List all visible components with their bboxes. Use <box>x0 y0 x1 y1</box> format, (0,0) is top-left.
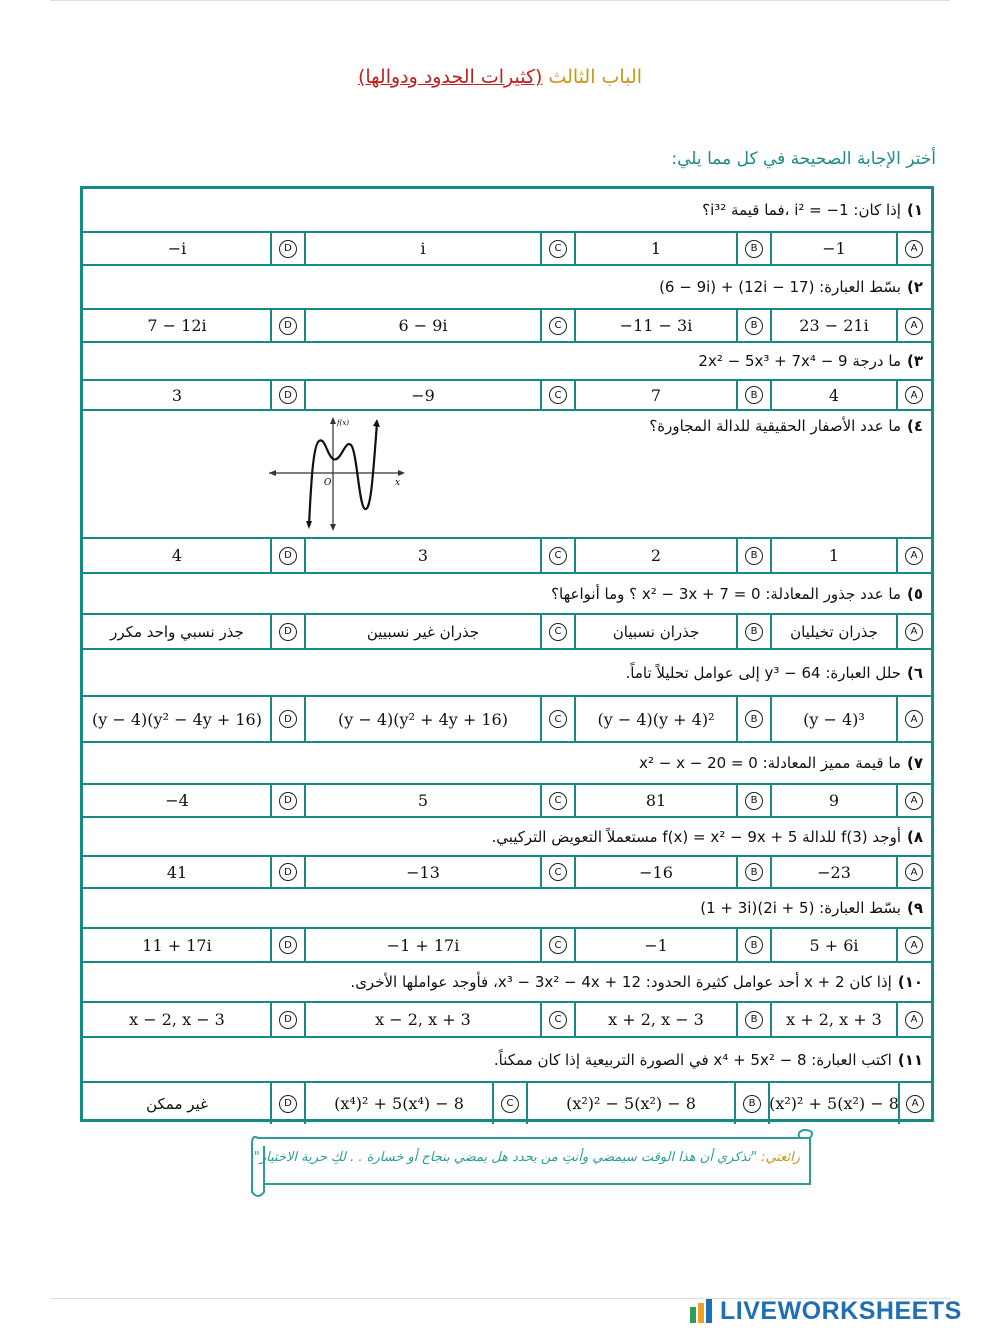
option-c[interactable]: جذران غير نسبيين <box>366 622 480 641</box>
question-number: ٣) <box>906 352 923 370</box>
option-b[interactable]: (x²)² − 5(x²) − 8 <box>566 1094 696 1113</box>
option-b-badge: B <box>745 936 763 954</box>
option-b-badge: B <box>745 792 763 810</box>
option-c-badge-cell <box>541 381 575 409</box>
option-a-badge-cell <box>897 615 931 648</box>
column-divider <box>540 539 542 572</box>
question-row <box>83 189 931 233</box>
option-b[interactable]: x + 2, x − 3 <box>608 1010 704 1029</box>
column-divider <box>574 539 576 572</box>
option-d-badge-cell <box>271 381 305 409</box>
option-b-badge-cell <box>737 857 771 887</box>
option-c-badge-cell <box>541 1003 575 1036</box>
column-divider <box>770 785 772 816</box>
column-divider <box>270 785 272 816</box>
option-b-badge: B <box>745 240 763 258</box>
option-a[interactable]: x + 2, x + 3 <box>786 1010 882 1029</box>
answer-row <box>83 785 931 818</box>
option-a[interactable]: (y − 4)³ <box>803 709 865 729</box>
option-d-badge-cell <box>271 1083 305 1124</box>
column-divider <box>736 539 738 572</box>
option-d-badge: D <box>279 936 297 954</box>
option-d[interactable]: جذر نسبي واحد مكرر <box>110 622 244 641</box>
option-b-badge-cell <box>737 233 771 264</box>
option-c-badge-cell <box>541 857 575 887</box>
column-divider <box>304 697 306 741</box>
option-d[interactable]: (y − 4)(y² − 4y + 16) <box>92 709 262 729</box>
column-divider <box>898 1083 900 1124</box>
question-text <box>494 1038 923 1081</box>
column-divider <box>574 785 576 816</box>
graph-f-label: f(x) <box>337 419 350 427</box>
option-c-badge-cell <box>541 615 575 648</box>
column-divider <box>574 381 576 409</box>
option-c[interactable]: 5 <box>417 791 429 810</box>
option-d-badge-cell <box>271 310 305 341</box>
option-c-badge-cell <box>541 697 575 741</box>
question-text <box>700 889 923 927</box>
column-divider <box>574 310 576 341</box>
option-b[interactable]: 2 <box>650 546 662 565</box>
column-divider <box>304 1083 306 1124</box>
option-c[interactable]: x − 2, x + 3 <box>375 1010 471 1029</box>
column-divider <box>574 615 576 648</box>
question-text <box>626 650 923 695</box>
question-row <box>83 266 931 310</box>
axis-arrows <box>269 417 405 531</box>
answer-row <box>83 1003 931 1038</box>
option-c-badge-cell <box>541 233 575 264</box>
option-b-badge: B <box>745 710 763 728</box>
option-b[interactable]: −16 <box>639 862 673 882</box>
option-c-badge: C <box>549 1011 567 1029</box>
option-c-badge: C <box>549 710 567 728</box>
column-divider <box>574 929 576 961</box>
option-a-badge: A <box>905 710 923 728</box>
option-d-badge-cell <box>271 785 305 816</box>
column-divider <box>270 310 272 341</box>
option-b[interactable]: 1 <box>650 239 662 258</box>
column-divider <box>540 929 542 961</box>
question-body: ما عدد جذور المعادلة: x² − 3x + 7 = 0 ؟ وما أنواعها؟ <box>551 584 901 603</box>
option-b[interactable]: 7 <box>650 385 662 405</box>
column-divider <box>736 785 738 816</box>
option-a-badge: A <box>905 623 923 641</box>
column-divider <box>304 381 306 409</box>
option-b-badge-cell <box>737 615 771 648</box>
column-divider <box>736 929 738 961</box>
chapter-subject: (كثيرات الحدود ودوالها) <box>357 66 543 88</box>
chapter-label: الباب الثالث <box>548 66 643 88</box>
option-a-badge: A <box>905 547 923 565</box>
graph-origin-label: O <box>324 478 332 488</box>
option-b-badge-cell <box>735 1083 769 1124</box>
option-a-badge: A <box>905 386 923 404</box>
question-number: ٢) <box>906 278 923 296</box>
function-graph <box>269 415 409 533</box>
column-divider <box>770 615 772 648</box>
option-c-badge-cell <box>493 1083 527 1124</box>
column-divider <box>736 233 738 264</box>
option-d[interactable]: غير ممكن <box>146 1094 208 1113</box>
option-b-badge: B <box>745 547 763 565</box>
question-body: حلل العبارة: y³ − 64 إلى عوامل تحليلاً تاماً. <box>625 663 901 682</box>
question-row <box>83 743 931 785</box>
question-row <box>83 1038 931 1083</box>
question-row <box>83 574 931 615</box>
option-a[interactable]: جذران تخيليان <box>790 622 878 641</box>
question-text <box>639 743 923 783</box>
option-b-badge-cell <box>737 1003 771 1036</box>
column-divider <box>304 233 306 264</box>
function-curve <box>309 423 377 525</box>
option-c-badge-cell <box>541 539 575 572</box>
answer-row <box>83 233 931 266</box>
option-d[interactable]: 7 − 12i <box>147 316 207 335</box>
option-d-badge-cell <box>271 929 305 961</box>
answer-row <box>83 929 931 963</box>
option-c[interactable]: i <box>420 239 426 258</box>
column-divider <box>304 929 306 961</box>
option-b-badge: B <box>745 1011 763 1029</box>
option-a-badge: A <box>905 936 923 954</box>
note-label: رائعتي: <box>761 1150 800 1165</box>
option-c[interactable]: 6 − 9i <box>398 316 448 335</box>
option-b-badge-cell <box>737 381 771 409</box>
column-divider <box>770 310 772 341</box>
column-divider <box>736 615 738 648</box>
option-d-badge: D <box>279 386 297 404</box>
answer-row <box>83 697 931 743</box>
answer-row <box>83 1083 931 1124</box>
option-d-badge: D <box>279 547 297 565</box>
option-c-badge: C <box>549 386 567 404</box>
column-divider <box>270 233 272 264</box>
column-divider <box>540 615 542 648</box>
option-d-badge: D <box>279 1011 297 1029</box>
answer-row <box>83 615 931 650</box>
column-divider <box>896 381 898 409</box>
question-text <box>659 266 923 308</box>
question-body: بسّط العبارة: (17 − 12i) + (6 − 9i) <box>659 278 901 296</box>
column-divider <box>770 697 772 741</box>
option-c-badge: C <box>549 317 567 335</box>
option-c-badge: C <box>549 240 567 258</box>
option-b-badge: B <box>745 317 763 335</box>
question-text <box>702 189 923 231</box>
option-a-badge-cell <box>897 857 931 887</box>
option-b[interactable]: −11 − 3i <box>619 316 693 335</box>
column-divider <box>736 697 738 741</box>
question-text <box>350 963 923 1001</box>
column-divider <box>270 381 272 409</box>
option-a-badge: A <box>905 863 923 881</box>
column-divider <box>540 310 542 341</box>
column-divider <box>770 539 772 572</box>
option-b[interactable]: جذران نسبيان <box>612 622 700 641</box>
option-c-badge: C <box>549 936 567 954</box>
column-divider <box>896 310 898 341</box>
option-c-badge-cell <box>541 929 575 961</box>
column-divider <box>736 381 738 409</box>
column-divider <box>734 1083 736 1124</box>
graph-axes <box>269 419 403 529</box>
option-a[interactable]: 23 − 21i <box>799 316 869 335</box>
column-divider <box>540 697 542 741</box>
option-a[interactable]: 1 <box>828 546 840 565</box>
column-divider <box>304 539 306 572</box>
option-a-badge: A <box>905 792 923 810</box>
question-text <box>551 574 923 613</box>
answer-row <box>83 539 931 574</box>
question-number: ٦) <box>906 663 923 682</box>
column-divider <box>540 1003 542 1036</box>
column-divider <box>736 857 738 887</box>
question-number: ١١) <box>897 1050 923 1069</box>
option-a-badge-cell <box>897 310 931 341</box>
option-b-badge-cell <box>737 929 771 961</box>
column-divider <box>896 615 898 648</box>
logo-icon <box>690 1299 718 1323</box>
option-a-badge-cell <box>897 785 931 816</box>
answer-row <box>83 381 931 411</box>
option-d-badge: D <box>279 710 297 728</box>
column-divider <box>574 1003 576 1036</box>
option-c-badge-cell <box>541 310 575 341</box>
question-row <box>83 411 931 539</box>
question-number: ١٠) <box>897 973 923 991</box>
option-d-badge-cell <box>271 697 305 741</box>
option-d[interactable]: 3 <box>171 385 183 405</box>
liveworksheets-logo <box>690 1296 962 1326</box>
option-d-badge-cell <box>271 615 305 648</box>
question-row <box>83 889 931 929</box>
question-text <box>698 343 923 379</box>
option-c[interactable]: −9 <box>411 385 435 405</box>
question-number: ٩) <box>906 899 923 917</box>
question-body: ما درجة 2x² − 5x³ + 7x⁴ − 9 <box>698 352 901 370</box>
option-d-badge-cell <box>271 233 305 264</box>
option-b-badge-cell <box>737 539 771 572</box>
column-divider <box>304 1003 306 1036</box>
column-divider <box>896 785 898 816</box>
note-text: "تذكري أن هذا الوقت سيمضي وأنتِ من يحدد هل يمضي بنجاح أو خسارة . . لكِ حرية الاختيار" <box>253 1150 757 1165</box>
question-number: ١) <box>906 201 923 219</box>
option-c-badge: C <box>501 1095 519 1113</box>
question-row <box>83 343 931 381</box>
answer-row <box>83 857 931 889</box>
question-body: ما عدد الأصفار الحقيقية للدالة المجاورة؟ <box>649 417 901 435</box>
question-text <box>649 411 923 543</box>
column-divider <box>736 1003 738 1036</box>
option-b-badge: B <box>745 386 763 404</box>
column-divider <box>768 1083 770 1124</box>
motivational-note <box>253 1150 800 1165</box>
column-divider <box>270 857 272 887</box>
column-divider <box>270 615 272 648</box>
question-body: ما قيمة مميز المعادلة: x² − x − 20 = 0 <box>639 754 901 772</box>
column-divider <box>770 929 772 961</box>
option-c[interactable]: −13 <box>406 862 440 882</box>
questions-table <box>80 186 934 1122</box>
option-c[interactable]: 3 <box>417 546 429 565</box>
option-b-badge-cell <box>737 785 771 816</box>
column-divider <box>574 857 576 887</box>
option-a[interactable]: −23 <box>817 862 851 882</box>
column-divider <box>896 697 898 741</box>
answer-row <box>83 310 931 343</box>
option-d-badge: D <box>279 863 297 881</box>
question-body: إذا كان x + 2 أحد عوامل كثيرة الحدود: x³ − 3x² − 4x + 12، فأوجد عواملها الأخرى. <box>350 973 892 991</box>
column-divider <box>540 785 542 816</box>
option-c-badge: C <box>549 623 567 641</box>
option-c[interactable]: (x⁴)² + 5(x⁴) − 8 <box>334 1094 464 1113</box>
option-d-badge: D <box>279 623 297 641</box>
column-divider <box>304 310 306 341</box>
column-divider <box>896 857 898 887</box>
option-d[interactable]: −i <box>167 239 187 258</box>
option-b[interactable]: 81 <box>645 791 667 810</box>
column-divider <box>304 785 306 816</box>
column-divider <box>574 697 576 741</box>
option-a[interactable]: 5 + 6i <box>809 935 859 955</box>
option-a-badge-cell <box>897 381 931 409</box>
question-body: أوجد f(3) للدالة f(x) = x² − 9x + 5 مستعملاً التعويض التركيبي. <box>491 827 901 846</box>
option-d-badge: D <box>279 240 297 258</box>
column-divider <box>540 233 542 264</box>
option-a[interactable]: 9 <box>828 791 840 810</box>
option-d[interactable]: x − 2, x − 3 <box>129 1010 225 1029</box>
column-divider <box>896 929 898 961</box>
option-c[interactable]: (y − 4)(y² + 4y + 16) <box>338 709 508 729</box>
column-divider <box>574 233 576 264</box>
column-divider <box>270 1083 272 1124</box>
option-d[interactable]: 11 + 17i <box>142 935 212 955</box>
column-divider <box>304 857 306 887</box>
option-b[interactable]: −1 <box>644 935 668 955</box>
column-divider <box>770 233 772 264</box>
option-a-badge-cell <box>897 1003 931 1036</box>
column-divider <box>492 1083 494 1124</box>
top-divider <box>50 0 950 1</box>
option-c-badge: C <box>549 547 567 565</box>
column-divider <box>736 310 738 341</box>
option-b-badge: B <box>745 623 763 641</box>
column-divider <box>770 381 772 409</box>
option-b-badge: B <box>745 863 763 881</box>
option-b-badge-cell <box>737 697 771 741</box>
option-c-badge-cell <box>541 785 575 816</box>
question-number: ٨) <box>906 827 923 846</box>
question-number: ٥) <box>906 584 923 603</box>
option-a-badge-cell <box>897 233 931 264</box>
question-body: اكتب العبارة: x⁴ + 5x² − 8 في الصورة التربيعية إذا كان ممكناً. <box>493 1050 892 1069</box>
column-divider <box>770 1003 772 1036</box>
option-a[interactable]: −1 <box>822 239 846 258</box>
question-number: ٧) <box>906 754 923 772</box>
option-d-badge: D <box>279 317 297 335</box>
question-body: إذا كان: i² = −1 ،فما قيمة i³²؟ <box>702 201 901 219</box>
column-divider <box>896 1003 898 1036</box>
option-d-badge-cell <box>271 539 305 572</box>
column-divider <box>270 539 272 572</box>
question-text <box>491 818 923 855</box>
graph-x-label: x <box>395 478 401 488</box>
option-a-badge: A <box>905 317 923 335</box>
column-divider <box>526 1083 528 1124</box>
option-c[interactable]: −1 + 17i <box>386 935 460 955</box>
question-body: بسّط العبارة: (5 + 2i)(1 + 3i) <box>700 899 901 917</box>
option-b-badge: B <box>743 1095 761 1113</box>
question-row <box>83 963 931 1003</box>
option-a-badge-cell <box>897 697 931 741</box>
option-b-badge-cell <box>737 310 771 341</box>
option-d-badge-cell <box>271 857 305 887</box>
question-row <box>83 818 931 857</box>
column-divider <box>540 857 542 887</box>
column-divider <box>304 615 306 648</box>
column-divider <box>896 539 898 572</box>
option-a-badge: A <box>905 240 923 258</box>
option-d-badge-cell <box>271 1003 305 1036</box>
column-divider <box>896 233 898 264</box>
option-a[interactable]: 4 <box>828 385 840 405</box>
column-divider <box>770 857 772 887</box>
note-scroll-frame <box>244 1128 818 1202</box>
option-d[interactable]: −4 <box>165 791 189 810</box>
option-d-badge: D <box>279 792 297 810</box>
question-row <box>83 650 931 697</box>
option-a-badge-cell <box>897 539 931 572</box>
instructions: أختر الإجابة الصحيحة في كل مما يلي: <box>671 149 936 169</box>
option-d[interactable]: 41 <box>166 862 188 882</box>
option-d[interactable]: 4 <box>171 546 183 565</box>
column-divider <box>270 1003 272 1036</box>
curve-end-arrows <box>306 419 380 529</box>
option-a-badge-cell <box>899 1083 931 1124</box>
column-divider <box>270 929 272 961</box>
page-title <box>0 66 1000 88</box>
option-a-badge-cell <box>897 929 931 961</box>
brand-name: LIVEWORKSHEETS <box>720 1296 962 1325</box>
option-b[interactable]: (y − 4)(y + 4)² <box>597 709 715 729</box>
column-divider <box>270 697 272 741</box>
column-divider <box>540 381 542 409</box>
option-c-badge: C <box>549 863 567 881</box>
option-a-badge: A <box>905 1011 923 1029</box>
option-a[interactable]: (x²)² + 5(x²) − 8 <box>769 1094 899 1113</box>
question-number: ٤) <box>906 417 923 435</box>
option-d-badge: D <box>279 1095 297 1113</box>
option-a-badge: A <box>906 1095 924 1113</box>
option-c-badge: C <box>549 792 567 810</box>
